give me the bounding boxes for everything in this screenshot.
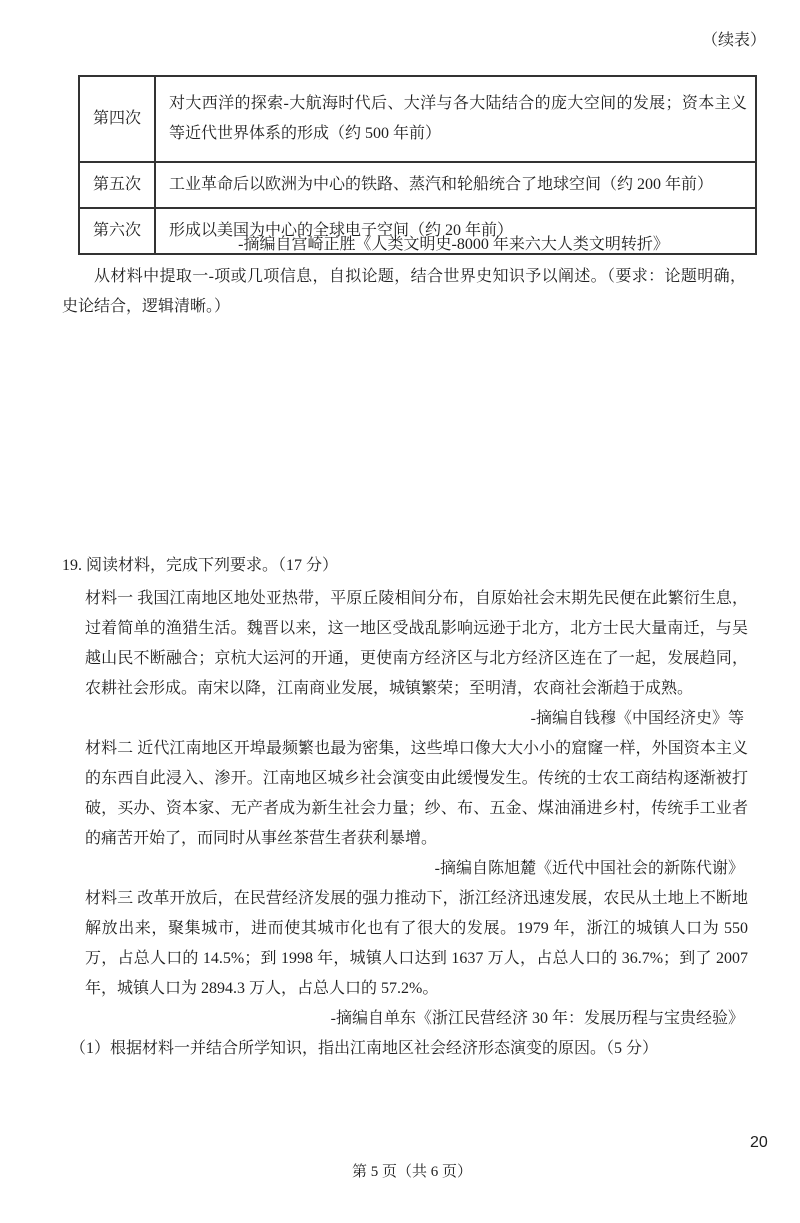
- table-row-label: 第五次: [79, 162, 155, 208]
- table-row: [79, 162, 756, 208]
- continued-table-label: （续表）: [701, 32, 766, 49]
- material-3-text: 材料三 改革开放后，在民营经济发展的强力推动下，浙江经济迅速发展，农民从土地上不断地解放出来，聚集城市，进而使其城市化也有了很大的发展。1979 年，浙江的城镇人口为 550 万，占总人口的 14.5%；到 1998 年，城镇人口达到 1637 万人，占总人口的 36.7%；到了 2007 年，城镇人口为 2894.3 万人，占总人口的 57.2%。: [85, 890, 748, 997]
- civilization-transitions-table: [78, 75, 757, 255]
- material-1-attribution: -摘编自钱穆《中国经济史》等: [530, 710, 744, 727]
- material-2-attribution: -摘编自陈旭麓《近代中国社会的新陈代谢》: [434, 860, 744, 877]
- material-2-text: 材料二 近代江南地区开埠最频繁也最为密集，这些埠口像大大小小的窟窿一样，外国资本主义的东西自此浸入、渗开。江南地区城乡社会演变由此缓慢发生。传统的士农工商结构逐渐被打破，买办、资本家、无产者成为新生社会力量；纱、布、五金、煤油涌进乡村，传统手工业者的痛苦开始了，而同时从事丝茶营生者获利暴增。: [85, 740, 748, 847]
- table-row-content: 工业革命后以欧洲为中心的铁路、蒸汽和轮船统合了地球空间（约 200 年前）: [155, 162, 756, 208]
- sub-question-1: （1）根据材料一并结合所学知识，指出江南地区社会经济形态演变的原因。（5 分）: [70, 1040, 659, 1057]
- question18-task-text: 从材料中提取一-项或几项信息，自拟论题，结合世界史知识予以阐述。（要求：论题明确，史论结合，逻辑清晰。）: [62, 268, 746, 315]
- question-19-block: [62, 551, 748, 1064]
- table-row: [79, 76, 756, 162]
- question-19-header: 19. 阅读材料，完成下列要求。（17 分）: [62, 557, 339, 574]
- table-row-label: 第六次: [79, 208, 155, 254]
- page-footer: 第 5 页（共 6 页）: [351, 1164, 472, 1180]
- table-row-content: 对大西洋的探索-大航海时代后、大洋与各大陆结合的庞大空间的发展；资本主义等近代世界体系的形成（约 500 年前）: [155, 76, 756, 162]
- table-source-attribution: -摘编自宫崎正胜《人类文明史-8000 年来六大人类文明转折》: [238, 236, 669, 253]
- table-row-content: 形成以美国为中心的全球电子空间（约 20 年前）: [155, 208, 756, 254]
- table-row-label: 第四次: [79, 76, 155, 162]
- material-3-attribution: -摘编自单东《浙江民营经济 30 年：发展历程与宝贵经验》: [330, 1010, 744, 1027]
- document-page-number: 20: [750, 1134, 768, 1151]
- material-1-text: 材料一 我国江南地区地处亚热带，平原丘陵相间分布，自原始社会末期先民便在此繁衍生息，过着简单的渔猎生活。魏晋以来，这一地区受战乱影响远逊于北方，北方士民大量南迁，与吴越山民不断融合；京杭大运河的开通，更使南方经济区与北方经济区连在了一起，发展趋同，农耕社会形成。南宋以降，江南商业发展，城镇繁荣；至明清，农商社会渐趋于成熟。: [85, 590, 748, 697]
